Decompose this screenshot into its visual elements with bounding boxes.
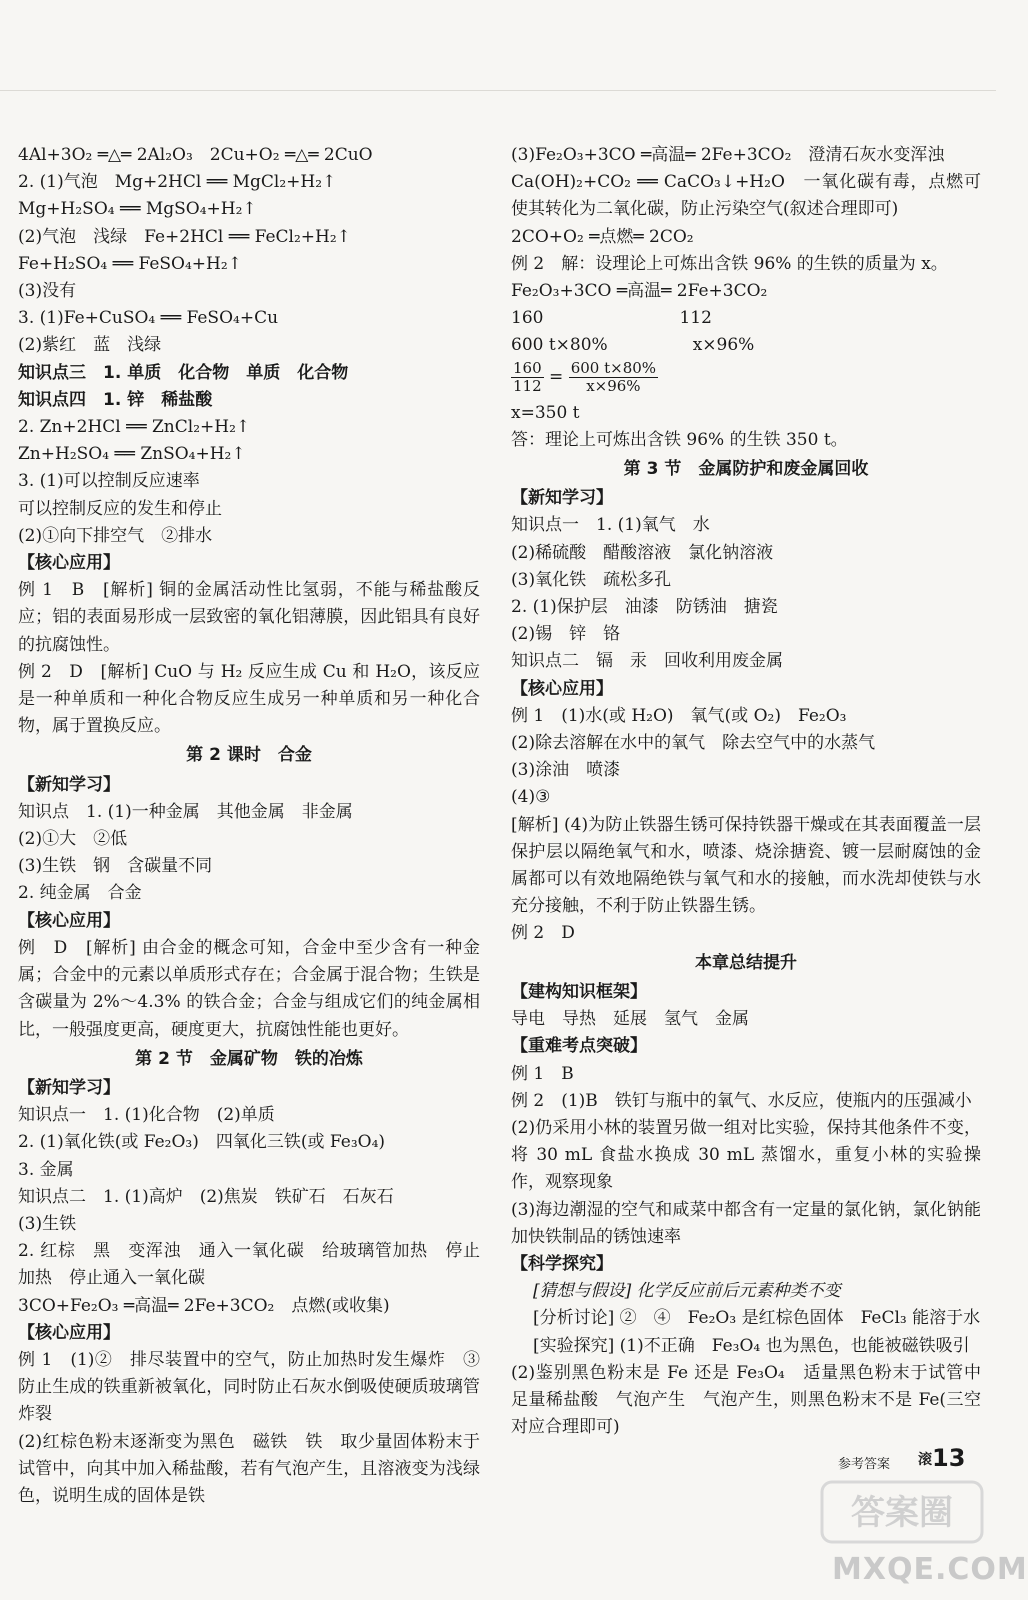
- answer-line: (2)仍采用小林的装置另做一组对比实验，保持其他条件不变，将 30 mL 食盐水换成 30 mL 蒸馏水，重复小林的实验操作，观察现象: [511, 1117, 981, 1193]
- answer-line: x=350 t: [511, 402, 580, 423]
- right-column: [511, 142, 998, 1441]
- section-label: 【核心应用】: [511, 678, 613, 699]
- equation-line: 2. Zn+2HCl ══ ZnCl₂+H₂↑: [18, 417, 251, 438]
- section-label: 【建构知识框架】: [511, 981, 647, 1002]
- answer-line: (2)鉴别黑色粉末是 Fe 还是 Fe₃O₄ 适量黑色粉末于试管中 足量稀盐酸 气泡产生 气泡产生，则黑色粉末不是 Fe(三空对应合理即可): [511, 1362, 998, 1438]
- answer-line: (3)涂油 喷漆: [511, 760, 621, 781]
- answer-line: 2. 纯金属 合金: [18, 883, 142, 904]
- mass-ratio-line: 600 t×80% x×96%: [511, 335, 755, 356]
- answer-line: 2. (1)保护层 油漆 防锈油 搪瓷: [511, 597, 778, 618]
- answer-line: 3. 金属: [18, 1159, 74, 1180]
- answer-line: 2. 红棕 黑 变浑浊 通入一氧化碳 给玻璃管加热 停止加热 停止通入一氧化碳: [18, 1241, 480, 1289]
- example-answer: 例 2 解：设理论上可炼出含铁 96% 的生铁的质量为 x。: [511, 253, 948, 274]
- answer-line: (2)稀硫酸 醋酸溶液 氯化钠溶液: [511, 542, 774, 563]
- answer-line: [分析讨论] ② ④ Fe₂O₃ 是红棕色固体 FeCl₃ 能溶于水: [533, 1308, 981, 1329]
- answer-line: Ca(OH)₂+CO₂ ══ CaCO₃↓+H₂O 一氧化碳有毒，点燃可使其转化为二氧化碳，防止污染空气(叙述合理即可): [511, 172, 981, 220]
- mass-ratio-line: 160 112: [511, 308, 712, 329]
- left-column: [18, 142, 497, 1510]
- proportion-line: $\frac{160}{112}$ = $\frac{600 t\times 80\%}{x\times 96\%}$: [513, 358, 657, 395]
- scan-rule: [0, 90, 996, 91]
- equation-line: Fe₂O₃+3CO ═高温═ 2Fe+3CO₂: [511, 281, 768, 302]
- fraction-right: $\frac{600 t\times 80\%}{x\times 96\%}$: [570, 358, 657, 395]
- answer-line: 2. (1)氧化铁(或 Fe₂O₃) 四氧化三铁(或 Fe₃O₄): [18, 1132, 386, 1153]
- section-label: 【新知学习】: [18, 774, 120, 795]
- section-label: 【新知学习】: [511, 488, 613, 509]
- equation-line: (3)Fe₂O₃+3CO ═高温═ 2Fe+3CO₂ 澄清石灰水变浑浊: [511, 145, 945, 165]
- answer-line: (2)气泡 浅绿 Fe+2HCl ══ FeCl₂+H₂↑: [18, 226, 351, 247]
- knowledge-point: 知识点四 1. 锌 稀盐酸: [18, 389, 213, 410]
- example-answer: 例 2 D: [511, 923, 575, 944]
- example-answer: 例 1 (1)水(或 H₂O) 氧气(或 O₂) Fe₂O₃: [511, 705, 847, 726]
- answer-line: 导电 导热 延展 氢气 金属: [511, 1009, 749, 1030]
- answer-line: 2. (1)气泡 Mg+2HCl ══ MgCl₂+H₂↑: [18, 172, 337, 193]
- example-answer: 例 D [解析] 由合金的概念可知，合金中至少含有一种金属；合金中的元素以单质形式存在；合金属于混合物；生铁是含碳量为 2%～4.3% 的铁合金；合金与组成它们的纯金属相比，一般强度更高，硬度更大，抗腐蚀性能也更好。: [18, 937, 480, 1040]
- answer-line: 3. (1)可以控制反应速率: [18, 471, 200, 492]
- equation-line: Fe+H₂SO₄ ══ FeSO₄+H₂↑: [18, 253, 242, 274]
- watermark-glyphs: 答案圈: [851, 1493, 953, 1533]
- knowledge-point: 知识点二 镉 汞 回收利用废金属: [511, 651, 783, 672]
- example-answer: 例 2 (1)B 铁钉与瓶中的氧气、水反应，使瓶内的压强减小: [511, 1090, 972, 1111]
- answer-line: (3)生铁 钢 含碳量不同: [18, 856, 213, 877]
- knowledge-point: 知识点一 1. (1)氧气 水: [511, 515, 710, 536]
- section-heading: 第 3 节 金属防护和废金属回收: [623, 459, 869, 480]
- answer-line: (3)氧化铁 疏松多孔: [511, 569, 672, 590]
- answer-line: (2)①大 ②低: [18, 829, 128, 850]
- knowledge-point: 知识点一 1. (1)化合物 (2)单质: [18, 1105, 275, 1126]
- answer-line: (3)生铁: [18, 1213, 77, 1234]
- equation-line: 3CO+Fe₂O₃ ═高温═ 2Fe+3CO₂ 点燃(或收集): [18, 1295, 390, 1316]
- equation-line: Mg+H₂SO₄ ══ MgSO₄+H₂↑: [18, 199, 257, 220]
- answer-line: (2)锡 锌 铬: [511, 624, 621, 645]
- example-answer: (2)红棕色粉末逐渐变为黑色 磁铁 铁 取少量固体粉末于试管中，向其中加入稀盐酸，若有气泡产生，且溶液变为浅绿色，说明生成的固体是铁: [18, 1431, 480, 1506]
- lesson-heading: 第 2 课时 合金: [186, 745, 312, 766]
- watermark-text: MXQE.COM: [832, 1552, 1028, 1587]
- equation-line: 4Al+3O₂ ═△═ 2Al₂O₃ 2Cu+O₂ ═△═ 2CuO: [18, 145, 373, 165]
- answer-line: 答：理论上可炼出含铁 96% 的生铁 350 t。: [511, 429, 848, 450]
- chapter-summary-heading: 本章总结提升: [695, 952, 797, 973]
- knowledge-point: 知识点三 1. 单质 化合物 单质 化合物: [18, 362, 349, 383]
- section-label: 【核心应用】: [18, 553, 120, 574]
- section-label: 【科学探究】: [511, 1253, 613, 1274]
- knowledge-point: 知识点二 1. (1)高炉 (2)焦炭 铁矿石 石灰石: [18, 1186, 394, 1207]
- footer-label: 参考答案: [838, 1457, 891, 1472]
- fraction-left: $\frac{160}{112}$: [513, 358, 542, 395]
- section-label: 【重难考点突破】: [511, 1036, 647, 1057]
- answer-line: (3)海边潮湿的空气和咸菜中都含有一定量的氯化钠，氯化钠能加快铁制品的锈蚀速率: [511, 1199, 981, 1247]
- answer-line: (3)没有: [18, 281, 77, 302]
- example-answer: 例 2 D [解析] CuO 与 H₂ 反应生成 Cu 和 H₂O，该反应是一种单质和一种化合物反应生成另一种单质和另一种化合物，属于置换反应。: [18, 661, 480, 737]
- answer-line: 3. (1)Fe+CuSO₄ ══ FeSO₄+Cu: [18, 308, 279, 329]
- section-label: 【核心应用】: [18, 1322, 120, 1343]
- example-answer: 例 1 (1)② 排尽装置中的空气，防止加热时发生爆炸 ③ 防止生成的铁重新被氧化，同时防止石灰水倒吸使硬质玻璃管炸裂: [18, 1349, 497, 1425]
- knowledge-point: 知识点 1. (1)一种金属 其他金属 非金属: [18, 801, 353, 822]
- example-answer: 例 1 B [解析] 铜的金属活动性比氢弱，不能与稀盐酸反应；铝的表面易形成一层致密的氧化铝薄膜，因此铝具有良好的抗腐蚀性。: [18, 580, 480, 655]
- equation-line: 2CO+O₂ ═点燃═ 2CO₂: [511, 226, 694, 247]
- equation-line: Zn+H₂SO₄ ══ ZnSO₄+H₂↑: [18, 444, 246, 465]
- handwritten-answer: [猜想与假设] 化学反应前后元素种类不变: [533, 1281, 841, 1302]
- answer-line: [实验探究] (1)不正确 Fe₃O₄ 也为黑色，也能被磁铁吸引: [533, 1335, 970, 1356]
- answer-line: (2)除去溶解在水中的氧气 除去空气中的水蒸气: [511, 733, 876, 754]
- analysis-paragraph: [解析] (4)为防止铁器生锈可保持铁器干燥或在其表面覆盖一层保护层以隔绝氧气和水，喷漆、烧涂搪瓷、镀一层耐腐蚀的金属都可以有效地隔绝铁与氧气和水的接触，而水洗却使铁与水充分接触，不利于防止铁器生锈。: [511, 814, 981, 917]
- answer-line: (2)①向下排空气 ②排水: [18, 525, 213, 546]
- page-number: 滚13: [918, 1444, 966, 1472]
- example-answer: 例 1 B: [511, 1063, 574, 1084]
- answer-line: (4)③: [511, 787, 551, 808]
- section-label: 【核心应用】: [18, 910, 120, 931]
- section-label: 【新知学习】: [18, 1077, 120, 1098]
- answer-line: (2)紫红 蓝 浅绿: [18, 335, 162, 356]
- answer-line: 可以控制反应的发生和停止: [18, 498, 222, 519]
- section-heading: 第 2 节 金属矿物 铁的冶炼: [135, 1048, 363, 1069]
